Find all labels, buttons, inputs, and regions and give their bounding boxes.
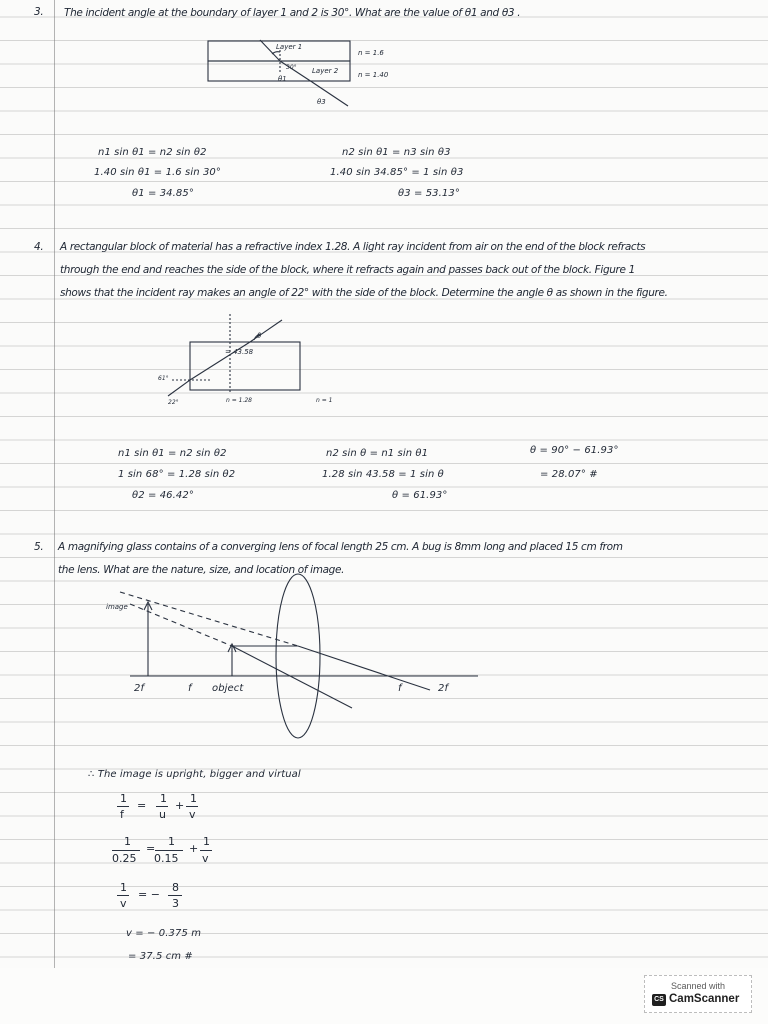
q4-bottom-right: n = 1 <box>316 397 333 404</box>
q4-work-b-2: 1.28 sin 43.58 = 1 sin θ <box>322 469 444 480</box>
q3-number: 3. <box>34 6 44 18</box>
n1-label: n = 1.6 <box>358 49 384 57</box>
q5-v-line: v = − 0.375 m <box>126 928 202 939</box>
q4-work-b-3: θ = 61.93° <box>392 490 448 501</box>
eq1-b-den: v <box>189 808 196 821</box>
q4-theta-label: θ <box>257 332 262 340</box>
q5-right-2f: 2f <box>438 683 449 694</box>
q4-line-2: through the end and reaches the side of the block, where it refracts again and passes back out of the block. Figure 1 <box>60 264 635 276</box>
eq1-b-bar <box>186 806 198 807</box>
eq3-l-num: 1 <box>120 881 127 894</box>
q4-inner-label: = 43.58 <box>225 348 254 356</box>
eq2-op: + <box>189 842 199 855</box>
badge-brand: CamScanner <box>669 993 740 1005</box>
q5-number: 5. <box>34 541 44 553</box>
q4-bottom-left: 22° <box>168 399 179 406</box>
q3-work-left-1: n1 sin θ1 = n2 sin θ2 <box>98 147 207 158</box>
eq1-op: + <box>175 799 185 812</box>
ray-in <box>168 380 190 396</box>
lens-ellipse <box>276 574 320 738</box>
q4-work-a-1: n1 sin θ1 = n2 sin θ2 <box>118 448 227 459</box>
q4-line-3: shows that the incident ray makes an angle of 22° with the side of the block. Determine the angle θ as shown in the figure. <box>60 287 668 299</box>
q5-image-label: image <box>106 603 128 611</box>
q5-right-f: f <box>398 683 402 694</box>
eq2-l-den: 0.25 <box>112 852 137 865</box>
eq2-b-num: 1 <box>203 835 210 848</box>
theta1-label: θ1 <box>278 75 287 83</box>
badge-caption: Scanned with <box>670 981 726 991</box>
q4-line-1: A rectangular block of material has a refractive index 1.28. A light ray incident from air on the end of the block refracts <box>60 241 646 253</box>
eq1-b-num: 1 <box>190 792 197 805</box>
q3-work-left-2: 1.40 sin θ1 = 1.6 sin 30° <box>94 167 221 178</box>
camscanner-logo-icon: CS <box>652 994 666 1006</box>
eq3-r-den: 3 <box>172 897 179 910</box>
q5-left-2f: 2f <box>134 683 145 694</box>
q3-work-right-1: n2 sin θ1 = n3 sin θ3 <box>342 147 451 158</box>
eq2-a-den: 0.15 <box>154 852 179 865</box>
eq1-a-num: 1 <box>160 792 167 805</box>
trace-1 <box>120 592 298 646</box>
layer1-label: Layer 1 <box>276 43 303 51</box>
q5-figure <box>100 580 500 740</box>
q5-left-f: f <box>188 683 192 694</box>
q3-text: The incident angle at the boundary of layer 1 and 2 is 30°. What are the value of θ1 and θ3 . <box>64 7 521 19</box>
angle-arc <box>272 52 280 54</box>
layer2-label: Layer 2 <box>312 67 339 75</box>
eq2-l-num: 1 <box>124 835 131 848</box>
eq1-eq: = <box>137 799 147 812</box>
q4-work-c-2: = 28.07° # <box>540 469 598 480</box>
q3-work-right-2: 1.40 sin 34.85° = 1 sin θ3 <box>330 167 464 178</box>
ray-refracted <box>298 646 430 690</box>
eq2-b-den: v <box>202 852 209 865</box>
q4-work-a-2: 1 sin 68° = 1.28 sin θ2 <box>118 469 236 480</box>
eq3-eq: = − <box>138 888 160 901</box>
q5-cut-line: = 37.5 cm # <box>128 951 193 962</box>
eq1-l-bar <box>117 806 129 807</box>
camscanner-watermark <box>644 975 752 1013</box>
eq3-r-num: 8 <box>172 881 179 894</box>
margin-line <box>54 0 55 968</box>
q4-work-c-1: θ = 90° − 61.93° <box>530 445 619 456</box>
q4-work-b-1: n2 sin θ = n1 sin θ1 <box>326 448 429 459</box>
q3-work-right-3: θ3 = 53.13° <box>398 188 460 199</box>
eq1-a-den: u <box>159 808 166 821</box>
angle-30-label: 30° <box>286 64 297 71</box>
q4-left-angle: 61° <box>158 375 169 382</box>
eq3-r-bar <box>168 895 182 896</box>
q4-number: 4. <box>34 241 44 253</box>
ray-center <box>232 646 352 708</box>
eq2-b-bar <box>200 850 212 851</box>
eq1-a-bar <box>156 806 168 807</box>
q5-conclusion: ∴ The image is upright, bigger and virtual <box>88 769 301 780</box>
q3-work-left-3: θ1 = 34.85° <box>132 188 194 199</box>
q4-bottom-mid: n = 1.28 <box>226 397 253 404</box>
theta3-label: θ3 <box>317 98 326 106</box>
eq1-l-num: 1 <box>120 792 127 805</box>
eq2-a-bar <box>155 850 183 851</box>
q5-line-1: A magnifying glass contains of a converging lens of focal length 25 cm. A bug is 8mm long and placed 15 cm from <box>58 541 623 553</box>
eq3-l-den: v <box>120 897 127 910</box>
eq3-l-bar <box>117 895 129 896</box>
eq1-l-den: f <box>120 808 124 821</box>
q5-line-2: the lens. What are the nature, size, and location of image. <box>58 564 345 576</box>
q5-object-label: object <box>212 683 244 694</box>
q4-work-a-3: θ2 = 46.42° <box>132 490 194 501</box>
eq2-a-num: 1 <box>168 835 175 848</box>
eq2-l-bar <box>112 850 140 851</box>
n2-label: n = 1.40 <box>358 71 389 79</box>
eq2-eq: = <box>146 842 156 855</box>
